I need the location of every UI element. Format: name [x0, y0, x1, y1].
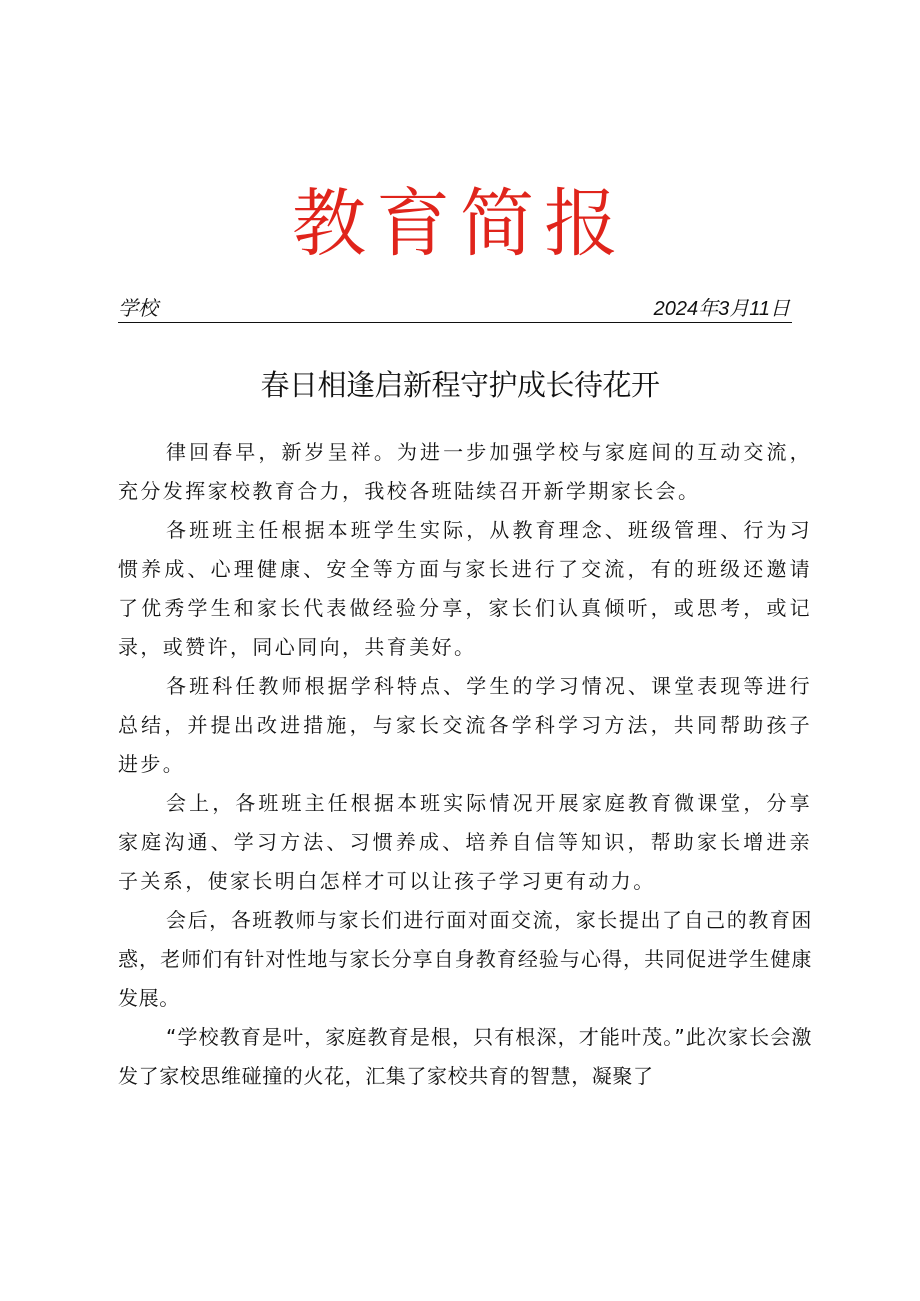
article-body — [118, 433, 812, 1096]
paragraph-4: 会上，各班班主任根据本班实际情况开展家庭教育微课堂，分享家庭沟通、学习方法、习惯养成、培养自信等知识，帮助家长增进亲子关系，使家长明白怎样才可以让孩子学习更有动力。 — [118, 791, 812, 893]
issue-info-line — [118, 296, 792, 323]
paragraph-2: 各班班主任根据本班学生实际，从教育理念、班级管理、行为习惯养成、心理健康、安全等方面与家长进行了交流，有的班级还邀请了优秀学生和家长代表做经验分享，家长们认真倾听，或思考，或记录，或赞许，同心同向，共育美好。 — [118, 518, 812, 659]
paragraph-5: 会后，各班教师与家长们进行面对面交流，家长提出了自己的教育困惑，老师们有针对性地与家长分享自身教育经验与心得，共同促进学生健康发展。 — [118, 908, 812, 1010]
article-headline: 春日相逢启新程守护成长待花开 — [260, 368, 660, 402]
issue-date: 2024年3月11日 — [653, 298, 790, 320]
newsletter-masthead: 教育简报 — [292, 181, 628, 267]
paragraph-3: 各班科任教师根据学科特点、学生的学习情况、课堂表现等进行总结，并提出改进措施，与家长交流各学科学习方法，共同帮助孩子进步。 — [118, 674, 812, 776]
paragraph-6: “学校教育是叶，家庭教育是根，只有根深，才能叶茂。”此次家长会激发了家校思维碰撞的火花，汇集了家校共育的智慧，凝聚了 — [118, 1025, 812, 1088]
school-label: 学校 — [118, 298, 158, 320]
paragraph-1: 律回春早，新岁呈祥。为进一步加强学校与家庭间的互动交流，充分发挥家校教育合力，我校各班陆续召开新学期家长会。 — [118, 440, 812, 503]
